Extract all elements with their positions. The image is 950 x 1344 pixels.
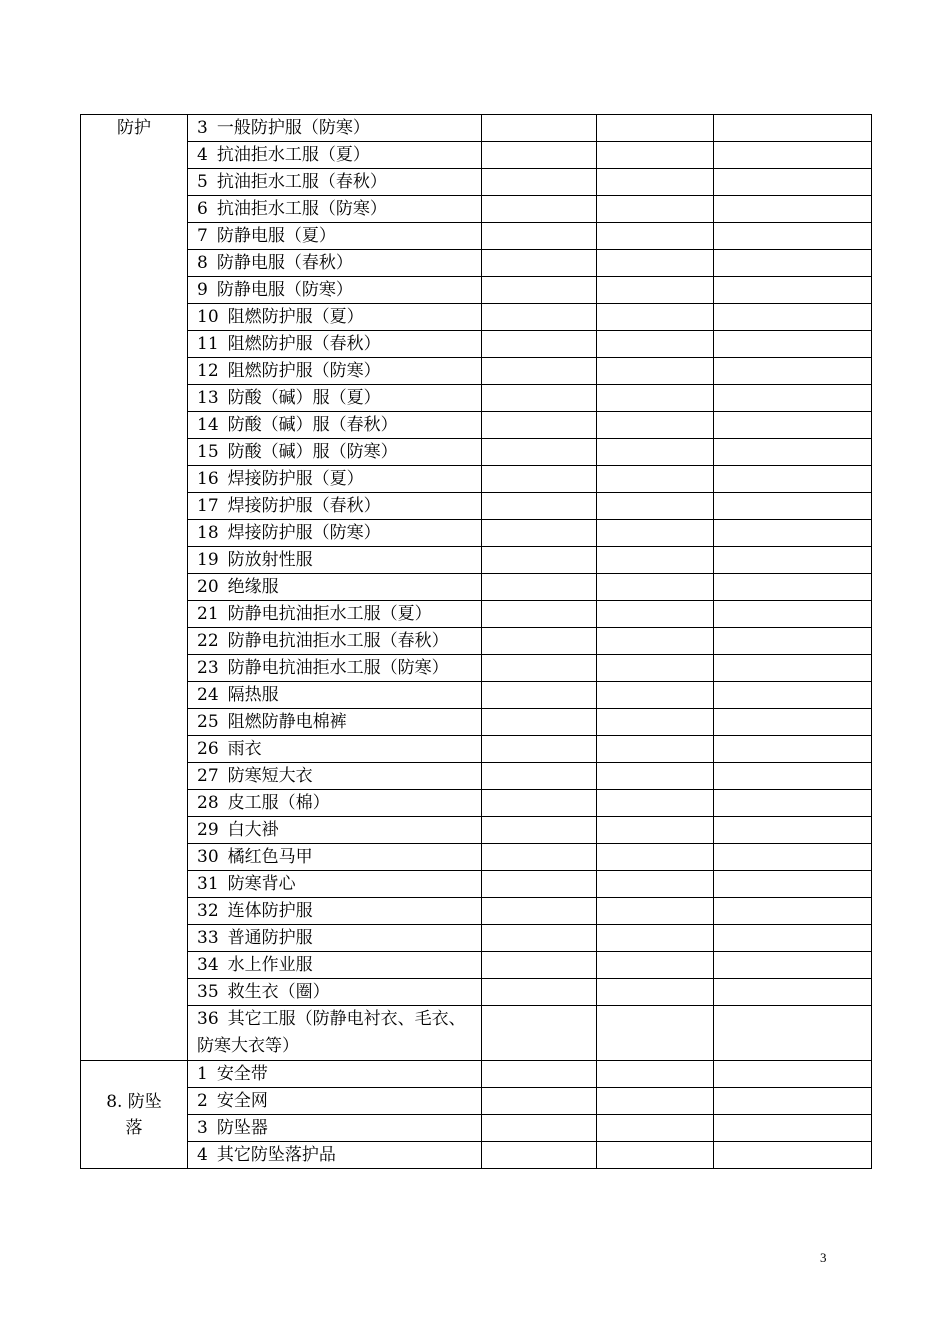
- empty-cell: [714, 223, 872, 250]
- item-cell: [188, 277, 482, 304]
- empty-cell: [482, 142, 597, 169]
- item-number: 26: [197, 739, 219, 759]
- table-row: [81, 871, 872, 898]
- empty-cell: [482, 1061, 597, 1088]
- empty-cell: [482, 979, 597, 1006]
- empty-cell: [714, 979, 872, 1006]
- table-row: [81, 142, 872, 169]
- empty-cell: [597, 304, 714, 331]
- table-row: [81, 628, 872, 655]
- table-row: [81, 898, 872, 925]
- item-number: 31: [197, 874, 219, 894]
- item-cell: [188, 412, 482, 439]
- category-cell: [81, 1061, 188, 1169]
- item-name: 安全网: [216, 1091, 268, 1111]
- empty-cell: [714, 655, 872, 682]
- item-cell: [188, 1142, 482, 1169]
- item-name: 阻燃防护服（春秋）: [227, 334, 381, 354]
- empty-cell: [597, 466, 714, 493]
- item-cell: [188, 331, 482, 358]
- item-name: 水上作业服: [227, 955, 313, 975]
- table-row: [81, 331, 872, 358]
- empty-cell: [482, 358, 597, 385]
- empty-cell: [482, 709, 597, 736]
- item-number: 3: [197, 118, 208, 138]
- item-cell: [188, 169, 482, 196]
- item-name: 普通防护服: [227, 928, 313, 948]
- item-cell: [188, 115, 482, 142]
- table-row: [81, 925, 872, 952]
- item-cell: [188, 790, 482, 817]
- empty-cell: [714, 466, 872, 493]
- item-number: 10: [197, 307, 219, 327]
- table-body: [81, 115, 872, 1169]
- item-name: 安全带: [216, 1064, 268, 1084]
- empty-cell: [482, 1006, 597, 1061]
- empty-cell: [482, 196, 597, 223]
- item-name: 焊接防护服（防寒）: [227, 523, 381, 543]
- empty-cell: [714, 412, 872, 439]
- empty-cell: [482, 844, 597, 871]
- item-number: 23: [197, 658, 219, 678]
- table-row: [81, 1088, 872, 1115]
- empty-cell: [597, 439, 714, 466]
- item-name: 一般防护服（防寒）: [216, 118, 370, 138]
- empty-cell: [714, 169, 872, 196]
- item-number: 16: [197, 469, 219, 489]
- item-number: 22: [197, 631, 219, 651]
- empty-cell: [714, 1088, 872, 1115]
- empty-cell: [482, 304, 597, 331]
- table-row: [81, 601, 872, 628]
- empty-cell: [714, 142, 872, 169]
- item-number: 14: [197, 415, 219, 435]
- item-number: 28: [197, 793, 219, 813]
- item-number: 11: [197, 334, 219, 354]
- table-row: [81, 493, 872, 520]
- empty-cell: [714, 385, 872, 412]
- item-number: 34: [197, 955, 219, 975]
- table-row: [81, 439, 872, 466]
- item-name: 其它工服（防静电衬衣、毛衣、防寒大衣等）: [197, 1009, 466, 1056]
- item-cell: [188, 223, 482, 250]
- empty-cell: [597, 142, 714, 169]
- empty-cell: [597, 196, 714, 223]
- empty-cell: [597, 628, 714, 655]
- page-number: 3: [820, 1250, 827, 1265]
- item-name: 防酸（碱）服（防寒）: [227, 442, 398, 462]
- table-row: [81, 817, 872, 844]
- item-name: 白大褂: [227, 820, 279, 840]
- empty-cell: [597, 790, 714, 817]
- empty-cell: [597, 1115, 714, 1142]
- empty-cell: [482, 412, 597, 439]
- item-cell: [188, 628, 482, 655]
- item-name: 阻燃防静电棉裤: [227, 712, 347, 732]
- empty-cell: [597, 250, 714, 277]
- empty-cell: [597, 844, 714, 871]
- item-name: 橘红色马甲: [227, 847, 313, 867]
- item-cell: [188, 196, 482, 223]
- item-number: 6: [197, 199, 208, 219]
- item-name: 防静电抗油拒水工服（防寒）: [227, 658, 449, 678]
- empty-cell: [597, 1088, 714, 1115]
- item-cell: [188, 871, 482, 898]
- empty-cell: [482, 466, 597, 493]
- empty-cell: [714, 439, 872, 466]
- category-cell: [81, 115, 188, 1061]
- item-name: 防寒背心: [227, 874, 296, 894]
- table-row: [81, 115, 872, 142]
- empty-cell: [597, 358, 714, 385]
- item-cell: [188, 709, 482, 736]
- empty-cell: [597, 763, 714, 790]
- table-row: [81, 1115, 872, 1142]
- item-number: 27: [197, 766, 219, 786]
- empty-cell: [714, 682, 872, 709]
- empty-cell: [714, 1006, 872, 1061]
- item-number: 15: [197, 442, 219, 462]
- empty-cell: [482, 223, 597, 250]
- item-number: 24: [197, 685, 219, 705]
- item-number: 33: [197, 928, 219, 948]
- item-cell: [188, 1061, 482, 1088]
- item-cell: [188, 601, 482, 628]
- item-name: 焊接防护服（春秋）: [227, 496, 381, 516]
- empty-cell: [482, 655, 597, 682]
- empty-cell: [714, 601, 872, 628]
- empty-cell: [714, 493, 872, 520]
- empty-cell: [714, 709, 872, 736]
- empty-cell: [482, 871, 597, 898]
- empty-cell: [597, 412, 714, 439]
- empty-cell: [714, 358, 872, 385]
- empty-cell: [597, 493, 714, 520]
- item-cell: [188, 1088, 482, 1115]
- table-row: [81, 466, 872, 493]
- empty-cell: [597, 520, 714, 547]
- item-cell: [188, 817, 482, 844]
- empty-cell: [714, 736, 872, 763]
- empty-cell: [714, 250, 872, 277]
- item-name: 隔热服: [227, 685, 279, 705]
- empty-cell: [482, 115, 597, 142]
- empty-cell: [482, 1115, 597, 1142]
- item-cell: [188, 763, 482, 790]
- empty-cell: [597, 574, 714, 601]
- empty-cell: [597, 898, 714, 925]
- empty-cell: [597, 169, 714, 196]
- item-cell: [188, 682, 482, 709]
- table-row: [81, 682, 872, 709]
- empty-cell: [482, 493, 597, 520]
- item-cell: [188, 466, 482, 493]
- empty-cell: [714, 520, 872, 547]
- item-number: 36: [197, 1009, 219, 1029]
- item-name: 抗油拒水工服（夏）: [216, 145, 370, 165]
- item-name: 防静电服（防寒）: [216, 280, 353, 300]
- empty-cell: [597, 331, 714, 358]
- empty-cell: [597, 601, 714, 628]
- empty-cell: [482, 1088, 597, 1115]
- item-cell: [188, 547, 482, 574]
- table-row: [81, 655, 872, 682]
- empty-cell: [597, 682, 714, 709]
- table-row: [81, 979, 872, 1006]
- empty-cell: [482, 331, 597, 358]
- table-row: [81, 358, 872, 385]
- empty-cell: [714, 898, 872, 925]
- empty-cell: [597, 655, 714, 682]
- item-cell: [188, 250, 482, 277]
- item-number: 29: [197, 820, 219, 840]
- item-cell: [188, 655, 482, 682]
- empty-cell: [714, 628, 872, 655]
- empty-cell: [714, 763, 872, 790]
- item-name: 防寒短大衣: [227, 766, 313, 786]
- item-name: 防静电服（夏）: [216, 226, 336, 246]
- item-cell: [188, 574, 482, 601]
- item-name: 防静电服（春秋）: [216, 253, 353, 273]
- item-number: 32: [197, 901, 219, 921]
- item-name: 防坠器: [216, 1118, 268, 1138]
- empty-cell: [714, 844, 872, 871]
- item-cell: [188, 358, 482, 385]
- empty-cell: [597, 925, 714, 952]
- item-name: 防静电抗油拒水工服（春秋）: [227, 631, 449, 651]
- item-cell: [188, 925, 482, 952]
- empty-cell: [597, 1142, 714, 1169]
- empty-cell: [597, 709, 714, 736]
- item-number: 30: [197, 847, 219, 867]
- item-name: 其它防坠落护品: [216, 1145, 336, 1165]
- item-number: 21: [197, 604, 219, 624]
- empty-cell: [714, 574, 872, 601]
- table-row: [81, 790, 872, 817]
- item-number: 4: [197, 145, 208, 165]
- empty-cell: [597, 736, 714, 763]
- table-row: [81, 412, 872, 439]
- item-number: 7: [197, 226, 208, 246]
- empty-cell: [714, 817, 872, 844]
- item-cell: [188, 736, 482, 763]
- item-cell: [188, 952, 482, 979]
- category-label: 落: [125, 1117, 143, 1138]
- empty-cell: [482, 574, 597, 601]
- item-cell: [188, 520, 482, 547]
- empty-cell: [482, 250, 597, 277]
- item-cell: [188, 385, 482, 412]
- item-name: 防静电抗油拒水工服（夏）: [227, 604, 432, 624]
- item-cell: [188, 979, 482, 1006]
- empty-cell: [482, 898, 597, 925]
- item-number: 5: [197, 172, 208, 192]
- item-name: 皮工服（棉）: [227, 793, 330, 813]
- item-number: 13: [197, 388, 219, 408]
- table-row: [81, 952, 872, 979]
- empty-cell: [714, 547, 872, 574]
- empty-cell: [714, 952, 872, 979]
- item-name: 雨衣: [227, 739, 262, 759]
- table-row: [81, 169, 872, 196]
- item-number: 4: [197, 1145, 208, 1165]
- table-row: [81, 1142, 872, 1169]
- empty-cell: [482, 385, 597, 412]
- item-name: 绝缘服: [227, 577, 279, 597]
- empty-cell: [482, 1142, 597, 1169]
- table-row: [81, 196, 872, 223]
- table-row: [81, 277, 872, 304]
- empty-cell: [597, 277, 714, 304]
- empty-cell: [482, 169, 597, 196]
- item-name: 防酸（碱）服（夏）: [227, 388, 381, 408]
- category-label: 8. 防坠: [106, 1091, 162, 1112]
- table-row: [81, 1006, 872, 1061]
- empty-cell: [714, 1061, 872, 1088]
- item-cell: [188, 1006, 482, 1061]
- table-row: [81, 1061, 872, 1088]
- empty-cell: [482, 925, 597, 952]
- empty-cell: [714, 1115, 872, 1142]
- empty-cell: [597, 385, 714, 412]
- empty-cell: [482, 547, 597, 574]
- table-row: [81, 844, 872, 871]
- empty-cell: [714, 331, 872, 358]
- item-cell: [188, 493, 482, 520]
- empty-cell: [482, 682, 597, 709]
- empty-cell: [597, 1061, 714, 1088]
- item-name: 抗油拒水工服（防寒）: [216, 199, 387, 219]
- table-row: [81, 304, 872, 331]
- item-cell: [188, 844, 482, 871]
- table-row: [81, 547, 872, 574]
- item-number: 1: [197, 1064, 208, 1084]
- item-name: 救生衣（圈）: [227, 982, 330, 1002]
- table-row: [81, 250, 872, 277]
- empty-cell: [482, 817, 597, 844]
- empty-cell: [482, 277, 597, 304]
- ppe-table: [80, 114, 872, 1169]
- item-cell: [188, 142, 482, 169]
- table-row: [81, 574, 872, 601]
- item-number: 9: [197, 280, 208, 300]
- empty-cell: [597, 1006, 714, 1061]
- empty-cell: [597, 871, 714, 898]
- empty-cell: [597, 979, 714, 1006]
- empty-cell: [597, 817, 714, 844]
- item-name: 阻燃防护服（夏）: [227, 307, 364, 327]
- empty-cell: [714, 115, 872, 142]
- empty-cell: [714, 790, 872, 817]
- item-number: 18: [197, 523, 219, 543]
- item-number: 2: [197, 1091, 208, 1111]
- empty-cell: [714, 196, 872, 223]
- table-row: [81, 736, 872, 763]
- empty-cell: [597, 952, 714, 979]
- empty-cell: [597, 547, 714, 574]
- item-number: 12: [197, 361, 219, 381]
- empty-cell: [714, 925, 872, 952]
- empty-cell: [714, 304, 872, 331]
- empty-cell: [714, 871, 872, 898]
- empty-cell: [714, 277, 872, 304]
- empty-cell: [482, 520, 597, 547]
- empty-cell: [597, 115, 714, 142]
- empty-cell: [482, 601, 597, 628]
- item-number: 20: [197, 577, 219, 597]
- empty-cell: [482, 763, 597, 790]
- item-cell: [188, 898, 482, 925]
- item-number: 19: [197, 550, 219, 570]
- category-label: 防护: [117, 118, 151, 138]
- table-row: [81, 709, 872, 736]
- table-row: [81, 223, 872, 250]
- table-row: [81, 520, 872, 547]
- empty-cell: [482, 628, 597, 655]
- item-name: 防酸（碱）服（春秋）: [227, 415, 398, 435]
- item-cell: [188, 1115, 482, 1142]
- item-number: 3: [197, 1118, 208, 1138]
- item-cell: [188, 304, 482, 331]
- table-row: [81, 763, 872, 790]
- item-cell: [188, 439, 482, 466]
- empty-cell: [597, 223, 714, 250]
- empty-cell: [482, 736, 597, 763]
- item-name: 阻燃防护服（防寒）: [227, 361, 381, 381]
- empty-cell: [482, 439, 597, 466]
- table-row: [81, 385, 872, 412]
- item-number: 25: [197, 712, 219, 732]
- empty-cell: [714, 1142, 872, 1169]
- empty-cell: [482, 790, 597, 817]
- item-number: 8: [197, 253, 208, 273]
- item-number: 17: [197, 496, 219, 516]
- item-name: 防放射性服: [227, 550, 313, 570]
- item-name: 抗油拒水工服（春秋）: [216, 172, 387, 192]
- item-number: 35: [197, 982, 219, 1002]
- empty-cell: [482, 952, 597, 979]
- item-name: 焊接防护服（夏）: [227, 469, 364, 489]
- item-name: 连体防护服: [227, 901, 313, 921]
